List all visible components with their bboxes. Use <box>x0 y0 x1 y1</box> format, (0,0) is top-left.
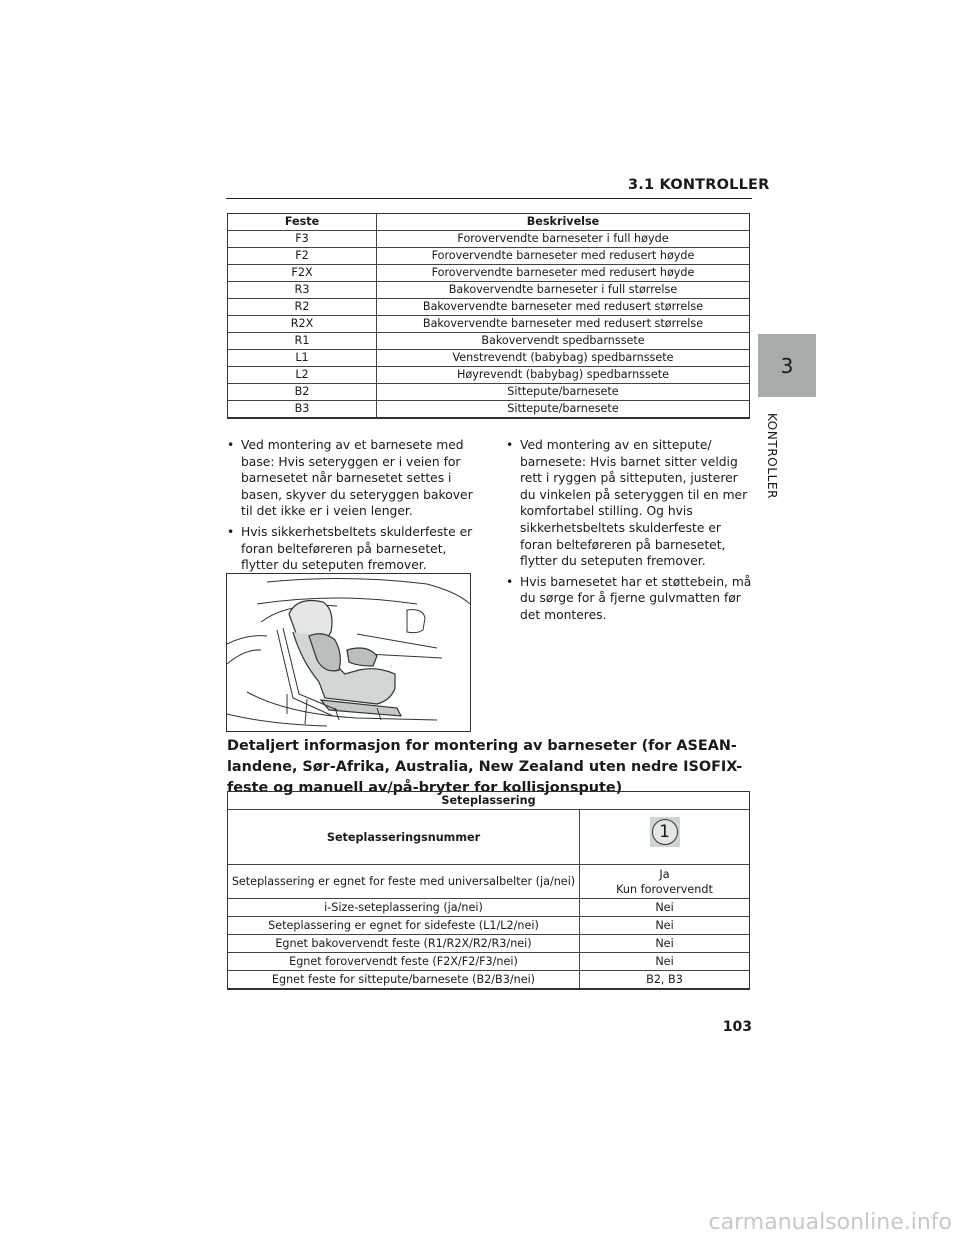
list-item <box>227 524 477 574</box>
watermark: carmanualsonline.info <box>708 1210 952 1235</box>
table-row <box>228 231 750 248</box>
table-cell: R1 <box>228 333 377 350</box>
universal-value-2: Kun forovervendt <box>616 882 713 896</box>
table-row <box>228 248 750 265</box>
table-row <box>228 367 750 384</box>
table-cell: R2X <box>228 316 377 333</box>
table-row <box>228 917 750 935</box>
table-cell: L2 <box>228 367 377 384</box>
mounting-types-table <box>227 213 750 419</box>
list-item <box>506 574 752 624</box>
list-item-text: Ved montering av en sittepute/ barnesete: Hvis barnet sitter veldig rett i ryggen på sitteputen, justerer du vinkelen på seteryggen til en mer komfortabel stilling. Og hvis sikkerhetsbeltets skulderfeste er foran belteføreren på barnesetet, flytter du seteputen fremover. <box>520 438 748 569</box>
table-cell: Forovervendte barneseter med redusert høyde <box>377 265 750 282</box>
table-cell: L1 <box>228 350 377 367</box>
table-cell: Egnet feste for sittepute/barnesete (B2/B3/nei) <box>228 971 580 990</box>
column-header-feste: Feste <box>228 214 377 231</box>
table-row <box>228 953 750 971</box>
table-row <box>228 810 750 865</box>
table-row <box>228 316 750 333</box>
table-row <box>228 384 750 401</box>
universal-value-1: Ja <box>659 867 670 881</box>
table-cell: B2, B3 <box>580 971 750 990</box>
table-cell: Forovervendte barneseter med redusert høyde <box>377 248 750 265</box>
table-row <box>228 350 750 367</box>
table-cell: F3 <box>228 231 377 248</box>
list-item <box>506 437 752 570</box>
table-cell: R2 <box>228 299 377 316</box>
chapter-number: 3 <box>780 353 794 378</box>
table-cell: R3 <box>228 282 377 299</box>
list-item <box>227 437 477 520</box>
list-item-text: Hvis barnesetet har et støttebein, må du sørge for å fjerne gulvmatten før det monteres. <box>520 574 752 622</box>
list-item-text: Hvis sikkerhetsbeltets skulderfeste er foran belteføreren på barnesetet, flytter du seteputen fremover. <box>241 524 473 573</box>
chapter-side-label <box>752 411 792 501</box>
seat-number-label: Seteplasseringsnummer <box>228 810 580 865</box>
table-cell: Sittepute/barnesete <box>377 384 750 401</box>
table-cell: Nei <box>580 953 750 971</box>
car-seat-drawing <box>227 574 470 731</box>
child-seat-illustration <box>226 573 471 732</box>
table-cell: Bakovervendt spedbarnssete <box>377 333 750 350</box>
table-cell: F2 <box>228 248 377 265</box>
seat-position-header: Seteplassering <box>228 792 750 810</box>
table-row <box>228 333 750 350</box>
table-row <box>228 282 750 299</box>
bullet-list-right <box>506 437 752 628</box>
table-cell: Forovervendte barneseter i full høyde <box>377 231 750 248</box>
bullet-list-left <box>227 437 477 578</box>
table-cell: i-Size-seteplassering (ja/nei) <box>228 899 580 917</box>
table-header-row <box>228 214 750 231</box>
bullet-icon: • <box>506 574 514 589</box>
list-item-text: Ved montering av et barnesete med base: Hvis seteryggen er i veien for barnesetet når barnesetet settes i basen, skyver du seteryggen bakover til det ikke er i veien lenger. <box>241 438 473 519</box>
page-number: 103 <box>722 1019 752 1035</box>
table-cell: Egnet bakovervendt feste (R1/R2X/R2/R3/nei) <box>228 935 580 953</box>
chapter-label: KONTROLLER <box>765 412 780 500</box>
table-cell: Høyrevendt (babybag) spedbarnssete <box>377 367 750 384</box>
table-row <box>228 865 750 899</box>
table-cell: Bakovervendte barneseter med redusert størrelse <box>377 299 750 316</box>
table-cell: Nei <box>580 899 750 917</box>
table-cell: Bakovervendte barneseter med redusert størrelse <box>377 316 750 333</box>
table-header-row <box>228 792 750 810</box>
table-cell <box>580 865 750 899</box>
table-cell: Egnet forovervendt feste (F2X/F2/F3/nei) <box>228 953 580 971</box>
table-cell: Venstrevendt (babybag) spedbarnssete <box>377 350 750 367</box>
seat-position-table <box>227 791 750 990</box>
header-divider <box>226 198 752 199</box>
section-subheading: Detaljert informasjon for montering av barneseter (for ASEAN-landene, Sør-Afrika, Australia, New Zealand uten nedre ISOFIX-feste og manuell av/på-bryter for kollisjonspute) <box>227 738 743 796</box>
table-cell: F2X <box>228 265 377 282</box>
table-row <box>228 265 750 282</box>
seat-position-icon <box>650 817 680 847</box>
table-row <box>228 971 750 990</box>
table-cell: Bakovervendte barneseter i full størrelse <box>377 282 750 299</box>
table-cell: B3 <box>228 401 377 419</box>
table-row <box>228 899 750 917</box>
table-cell: Nei <box>580 935 750 953</box>
table-row <box>228 401 750 419</box>
table-cell: Sittepute/barnesete <box>377 401 750 419</box>
table-cell: Nei <box>580 917 750 935</box>
table-row <box>228 299 750 316</box>
bullet-icon: • <box>227 524 235 539</box>
table-cell: Seteplassering er egnet for feste med universalbelter (ja/nei) <box>228 865 580 899</box>
chapter-tab[interactable] <box>758 334 816 397</box>
bullet-icon: • <box>506 438 514 452</box>
bullet-icon: • <box>227 438 235 452</box>
table-row <box>228 935 750 953</box>
table-cell: Seteplassering er egnet for sidefeste (L1/L2/nei) <box>228 917 580 935</box>
section-header: 3.1 KONTROLLER <box>628 177 770 193</box>
table-cell: B2 <box>228 384 377 401</box>
column-header-beskrivelse: Beskrivelse <box>377 214 750 231</box>
seat-number-badge: 1 <box>652 819 678 845</box>
seat-number-cell <box>580 810 750 865</box>
